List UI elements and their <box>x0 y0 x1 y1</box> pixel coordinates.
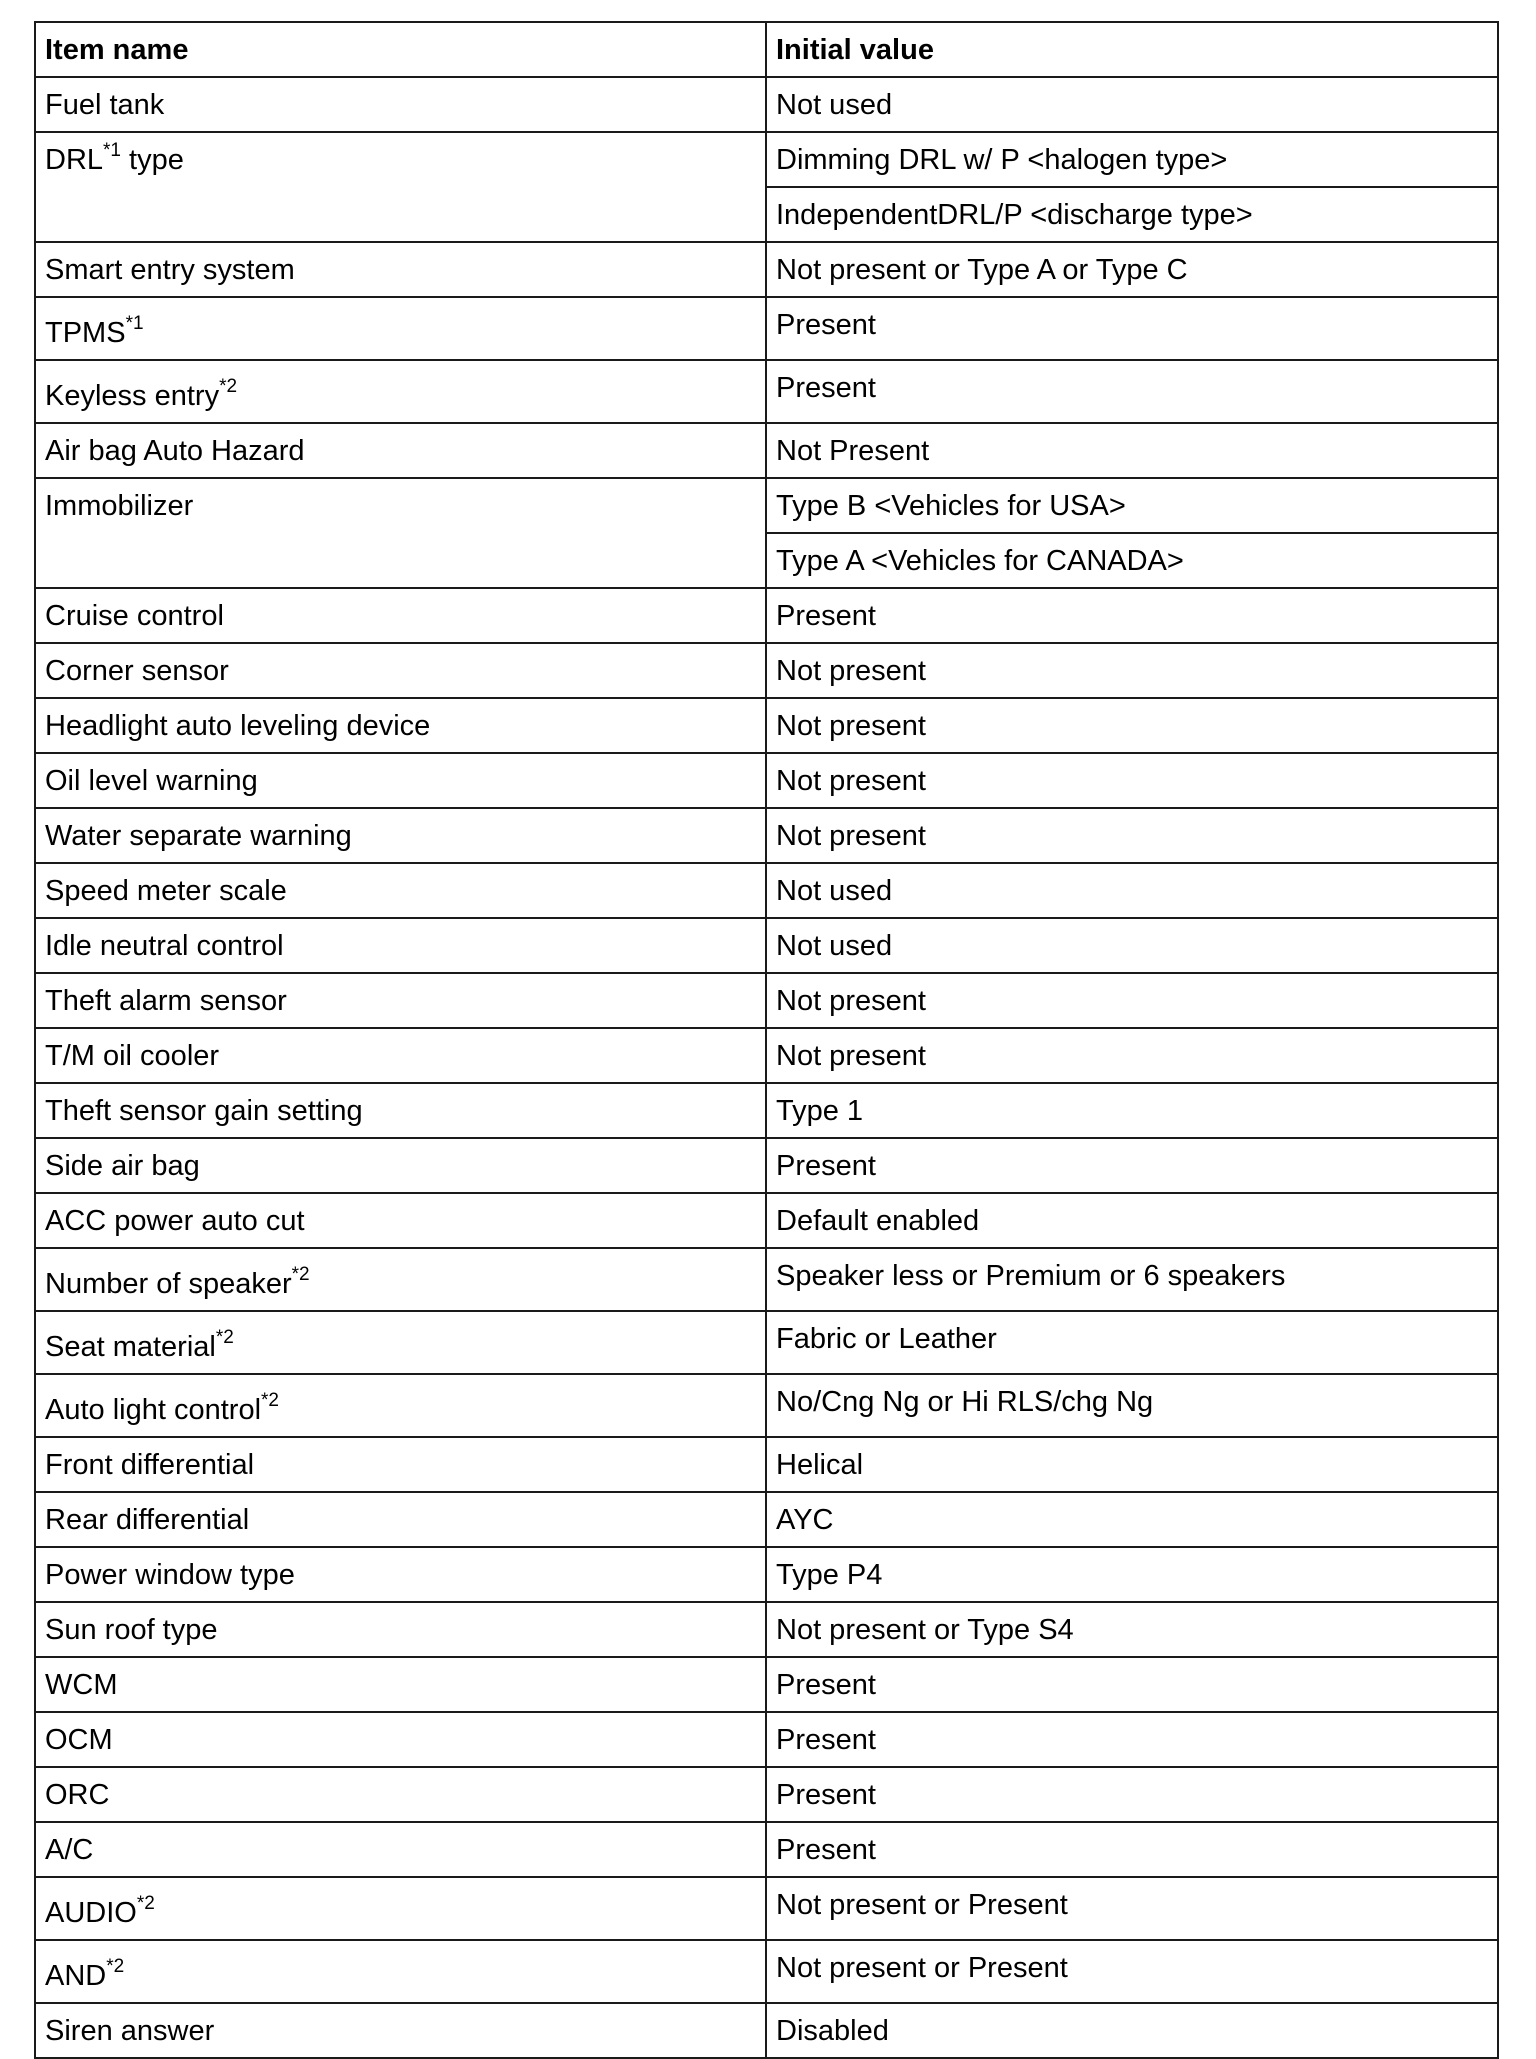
initial-value-cell: Dimming DRL w/ P <halogen type> <box>766 132 1498 187</box>
item-name-text: Idle neutral control <box>45 930 284 962</box>
item-name-text: Oil level warning <box>45 765 258 797</box>
item-name-text: Theft sensor gain setting <box>45 1095 363 1127</box>
table-row <box>35 1138 1498 1193</box>
item-name-cell <box>35 808 766 863</box>
initial-value-cell: Not present <box>766 643 1498 698</box>
initial-value-cell: Present <box>766 360 1498 423</box>
initial-value-cell: Not present or Present <box>766 1940 1498 2003</box>
item-name-text: Side air bag <box>45 1150 200 1182</box>
item-name-cell <box>35 132 766 242</box>
initial-value-cell: AYC <box>766 1492 1498 1547</box>
item-name-text: Power window type <box>45 1559 295 1591</box>
table-row <box>35 1437 1498 1492</box>
table-body <box>35 77 1498 2058</box>
item-name-text: Siren answer <box>45 2015 215 2047</box>
table-row <box>35 1028 1498 1083</box>
initial-value-cell: Type 1 <box>766 1083 1498 1138</box>
initial-value-cell: Not present <box>766 973 1498 1028</box>
item-name-cell <box>35 588 766 643</box>
table-row <box>35 1657 1498 1712</box>
table-row <box>35 1492 1498 1547</box>
header-initial-value: Initial value <box>766 22 1498 77</box>
item-name-text: T/M oil cooler <box>45 1040 220 1072</box>
item-name-cell <box>35 753 766 808</box>
item-name-text: Corner sensor <box>45 655 229 687</box>
table-row <box>35 753 1498 808</box>
initial-value-cell: Present <box>766 588 1498 643</box>
table-row <box>35 1877 1498 1940</box>
footnote-marker: *2 <box>291 1264 310 1285</box>
initial-value-cell: No/Cng Ng or Hi RLS/chg Ng <box>766 1374 1498 1437</box>
item-name-cell <box>35 643 766 698</box>
item-name-cell <box>35 478 766 588</box>
table-row <box>35 918 1498 973</box>
initial-value-cell: IndependentDRL/P <discharge type> <box>766 187 1498 242</box>
item-name-cell <box>35 973 766 1028</box>
spec-table <box>34 21 1499 2059</box>
item-name-cell <box>35 1657 766 1712</box>
table-row <box>35 1767 1498 1822</box>
item-name-text: Immobilizer <box>45 490 194 522</box>
table-row <box>35 863 1498 918</box>
item-name-text: Front differential <box>45 1449 255 1481</box>
item-name-text: Theft alarm sensor <box>45 985 287 1017</box>
initial-value-cell: Not present <box>766 1028 1498 1083</box>
footnote-marker: *2 <box>106 1956 125 1977</box>
initial-value-cell: Helical <box>766 1437 1498 1492</box>
item-name-cell <box>35 1767 766 1822</box>
initial-value-cell: Not present or Type A or Type C <box>766 242 1498 297</box>
initial-value-cell: Not present <box>766 753 1498 808</box>
initial-value-cell: Not Present <box>766 423 1498 478</box>
table-row <box>35 1083 1498 1138</box>
item-name-text: Water separate warning <box>45 820 352 852</box>
table-row <box>35 588 1498 643</box>
item-name-text: OCM <box>45 1724 113 1756</box>
initial-value-cell: Not present or Present <box>766 1877 1498 1940</box>
item-name-cell <box>35 1311 766 1374</box>
table-row <box>35 1374 1498 1437</box>
item-name-text: DRL <box>45 144 104 176</box>
initial-value-cell: Present <box>766 297 1498 360</box>
item-name-cell <box>35 1028 766 1083</box>
item-name-text: AUDIO <box>45 1897 137 1929</box>
table-row <box>35 698 1498 753</box>
item-name-text: Sun roof type <box>45 1614 218 1646</box>
table-row <box>35 297 1498 360</box>
item-name-text: Number of speaker <box>45 1268 292 1300</box>
table-row <box>35 643 1498 698</box>
item-name-text: TPMS <box>45 317 126 349</box>
initial-value-cell: Type P4 <box>766 1547 1498 1602</box>
item-name-cell <box>35 863 766 918</box>
table-row <box>35 1311 1498 1374</box>
table-row <box>35 423 1498 478</box>
table-row <box>35 478 1498 533</box>
table-row <box>35 1602 1498 1657</box>
initial-value-cell: Speaker less or Premium or 6 speakers <box>766 1248 1498 1311</box>
table-row <box>35 1193 1498 1248</box>
initial-value-cell: Fabric or Leather <box>766 1311 1498 1374</box>
initial-value-cell: Type B <Vehicles for USA> <box>766 478 1498 533</box>
table-row <box>35 132 1498 187</box>
item-name-cell <box>35 1602 766 1657</box>
initial-value-cell: Not present or Type S4 <box>766 1602 1498 1657</box>
initial-value-cell: Type A <Vehicles for CANADA> <box>766 533 1498 588</box>
item-name-text: Keyless entry <box>45 380 220 412</box>
item-name-suffix: type <box>120 144 184 176</box>
item-name-cell <box>35 1492 766 1547</box>
item-name-cell <box>35 1547 766 1602</box>
table-row <box>35 1822 1498 1877</box>
item-name-text: Rear differential <box>45 1504 250 1536</box>
item-name-text: Auto light control <box>45 1394 262 1426</box>
item-name-cell <box>35 360 766 423</box>
initial-value-cell: Present <box>766 1138 1498 1193</box>
initial-value-cell: Present <box>766 1822 1498 1877</box>
table-row <box>35 77 1498 132</box>
table-row <box>35 2003 1498 2058</box>
initial-value-cell: Not used <box>766 918 1498 973</box>
item-name-cell <box>35 1940 766 2003</box>
item-name-text: Fuel tank <box>45 89 165 121</box>
item-name-text: Speed meter scale <box>45 875 287 907</box>
table-row <box>35 1940 1498 2003</box>
item-name-cell <box>35 1083 766 1138</box>
initial-value-cell: Not present <box>766 808 1498 863</box>
initial-value-cell: Present <box>766 1657 1498 1712</box>
initial-value-cell: Not used <box>766 863 1498 918</box>
footnote-marker: *2 <box>219 376 238 397</box>
item-name-cell <box>35 77 766 132</box>
table-row <box>35 1712 1498 1767</box>
initial-value-cell: Present <box>766 1767 1498 1822</box>
item-name-cell <box>35 297 766 360</box>
item-name-cell <box>35 1138 766 1193</box>
header-item-name: Item name <box>35 22 766 77</box>
table-row <box>35 1547 1498 1602</box>
table-row <box>35 808 1498 863</box>
table-row <box>35 242 1498 297</box>
table-row <box>35 973 1498 1028</box>
header-row <box>35 22 1498 77</box>
initial-value-cell: Disabled <box>766 2003 1498 2058</box>
initial-value-cell: Not used <box>766 77 1498 132</box>
item-name-text: AND <box>45 1960 107 1992</box>
item-name-cell <box>35 918 766 973</box>
table-row <box>35 360 1498 423</box>
initial-value-cell: Not present <box>766 698 1498 753</box>
item-name-text: Smart entry system <box>45 254 295 286</box>
item-name-text: Cruise control <box>45 600 224 632</box>
item-name-cell <box>35 1822 766 1877</box>
item-name-cell <box>35 242 766 297</box>
initial-value-cell: Present <box>766 1712 1498 1767</box>
item-name-cell <box>35 698 766 753</box>
item-name-cell <box>35 1877 766 1940</box>
item-name-text: Seat material <box>45 1331 216 1363</box>
item-name-cell <box>35 1374 766 1437</box>
footnote-marker: *1 <box>125 313 144 334</box>
footnote-marker: *2 <box>261 1390 279 1411</box>
item-name-cell <box>35 1248 766 1311</box>
item-name-text: ACC power auto cut <box>45 1205 305 1237</box>
item-name-cell <box>35 2003 766 2058</box>
table-row <box>35 1248 1498 1311</box>
item-name-text: Headlight auto leveling device <box>45 710 431 742</box>
footnote-marker: *1 <box>103 140 121 161</box>
item-name-cell <box>35 423 766 478</box>
item-name-text: ORC <box>45 1779 110 1811</box>
item-name-cell <box>35 1712 766 1767</box>
footnote-marker: *2 <box>136 1893 155 1914</box>
item-name-cell <box>35 1437 766 1492</box>
item-name-text: A/C <box>45 1834 94 1866</box>
footnote-marker: *2 <box>215 1327 234 1348</box>
item-name-text: Air bag Auto Hazard <box>45 435 305 467</box>
initial-value-cell: Default enabled <box>766 1193 1498 1248</box>
item-name-text: WCM <box>45 1669 118 1701</box>
item-name-cell <box>35 1193 766 1248</box>
